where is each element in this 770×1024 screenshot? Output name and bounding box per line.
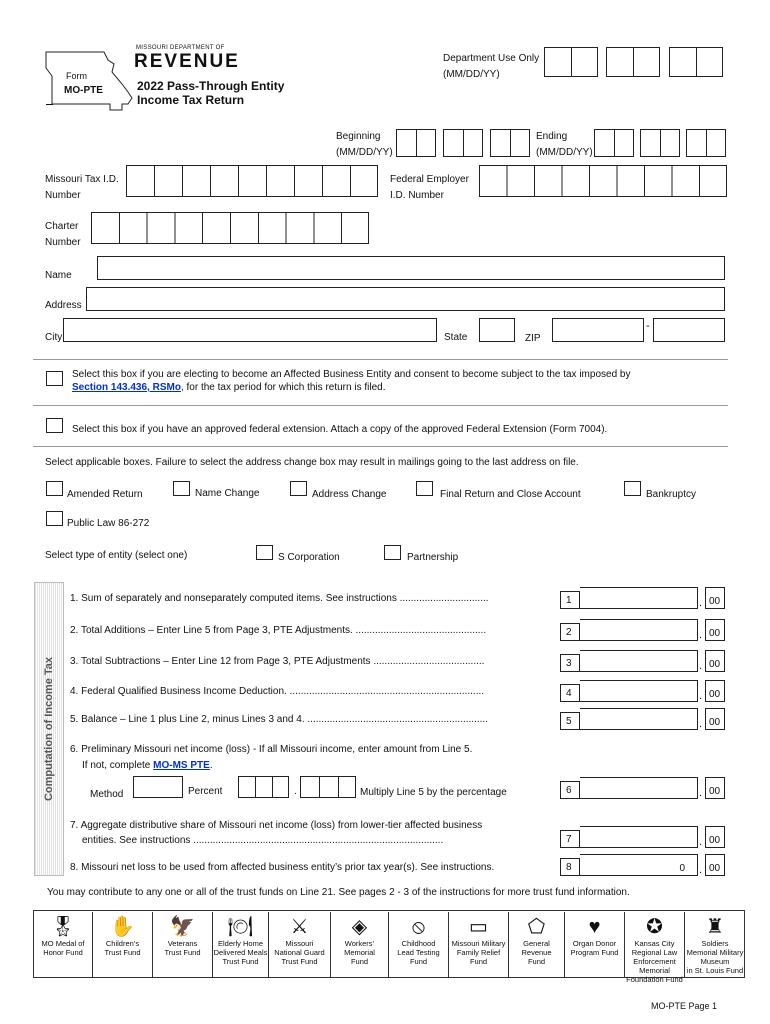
trust-fund-11 — [624, 912, 684, 984]
line7-text: 7. Aggregate distributive share of Missouri net income (loss) from lower-tier affected business — [70, 820, 483, 831]
line7-number: 7 — [560, 830, 580, 848]
amended-return-checkbox[interactable] — [46, 481, 63, 496]
bankruptcy-checkbox[interactable] — [624, 481, 641, 496]
name-label: Name — [45, 270, 72, 281]
trust-fund-label: Workers’ — [344, 939, 375, 948]
handprints-icon: ✋ — [110, 916, 135, 938]
end-mm[interactable] — [594, 129, 634, 157]
mo-tax-id-label: Missouri Tax I.D. — [45, 174, 119, 185]
city-input[interactable] — [63, 318, 437, 342]
begin-dd[interactable] — [443, 129, 483, 157]
contribute-text: You may contribute to any one or all of the trust funds on Line 21. See pages 2 - 3 of the instructions for more trust fund information. — [47, 887, 630, 898]
line5-number: 5 — [560, 712, 580, 730]
amended-return-label: Amended Return — [67, 489, 143, 500]
dog-tag-icon: ▭ — [469, 916, 488, 938]
trust-fund-label: Veterans — [167, 939, 198, 948]
mo-tax-id-input[interactable] — [126, 165, 378, 197]
line4-amount[interactable] — [580, 680, 698, 702]
beginning-label: Beginning — [336, 131, 381, 142]
trust-fund-label: Kansas City Regional Law — [631, 939, 678, 957]
line8-amount[interactable]: 0 — [580, 854, 698, 876]
line3-number: 3 — [560, 654, 580, 672]
trust-fund-label: Soldiers — [701, 939, 729, 948]
line7-text-2: entities. See instructions .......................................................................................... — [82, 835, 444, 846]
mo-ms-pte-link[interactable]: MO-MS PTE — [153, 760, 210, 771]
trust-fund-label: Family Relief — [456, 948, 501, 957]
trust-fund-label: Honor Fund — [43, 948, 83, 957]
line3-text: 3. Total Subtractions – Enter Line 12 from Page 3, PTE Adjustments ........................................ — [70, 656, 485, 667]
minuteman-icon: ⚔ — [290, 916, 309, 938]
decimal-point: . — [699, 864, 703, 876]
donate-life-icon: ♥ — [588, 916, 601, 938]
trust-fund-label: Trust Fund — [281, 957, 318, 966]
form-dash — [46, 104, 53, 105]
trust-fund-label: Foundation Fund — [626, 975, 683, 984]
fein-label-2: I.D. Number — [390, 190, 444, 201]
public-law-checkbox[interactable] — [46, 511, 63, 526]
line2-number: 2 — [560, 623, 580, 641]
trust-fund-label: in St. Louis Fund — [686, 966, 744, 975]
trust-fund-label: Lead Testing — [397, 948, 440, 957]
line2-amount[interactable] — [580, 619, 698, 641]
extension-checkbox[interactable] — [46, 418, 63, 433]
trust-fund-12 — [684, 912, 745, 977]
decimal-point: . — [699, 597, 703, 609]
line8-number: 8 — [560, 858, 580, 876]
percent-decimal-input[interactable] — [300, 776, 356, 798]
percent-label: Percent — [188, 786, 223, 797]
page-footer: MO-PTE Page 1 — [651, 1001, 718, 1011]
zip4-input[interactable] — [653, 318, 725, 342]
decimal-point: . — [699, 787, 703, 799]
trust-fund-3 — [152, 912, 212, 977]
trust-fund-label: Program Fund — [570, 948, 619, 957]
zip-label: ZIP — [525, 333, 541, 344]
trust-fund-label: Trust Fund — [222, 957, 259, 966]
trust-fund-label: Missouri Military — [451, 939, 506, 948]
line6-cents[interactable]: 00 — [705, 777, 725, 799]
trust-fund-label: Memorial Military Museum — [686, 948, 744, 966]
trust-fund-label: Organ Donor — [572, 939, 617, 948]
line4-number: 4 — [560, 684, 580, 702]
missouri-map-icon: ⬠ — [527, 916, 546, 938]
name-input[interactable] — [97, 256, 725, 280]
fein-label: Federal Employer — [390, 174, 469, 185]
line7-cents[interactable]: 00 — [705, 826, 725, 848]
line8-cents[interactable]: 00 — [705, 854, 725, 876]
beginning-format: (MM/DD/YY) — [336, 147, 393, 158]
line1-amount[interactable] — [580, 587, 698, 609]
s-corporation-label: S Corporation — [278, 552, 340, 563]
public-law-label: Public Law 86-272 — [67, 518, 150, 529]
bankruptcy-label: Bankruptcy — [646, 489, 697, 500]
line5-text: 5. Balance – Line 1 plus Line 2, minus Lines 3 and 4. ................................................................. — [70, 714, 488, 725]
applicable-intro: Select applicable boxes. Failure to select the address change box may result in mailings going to the last address on file. — [45, 457, 579, 468]
trust-fund-label: National Guard — [274, 948, 325, 957]
charter-label-2: Number — [45, 237, 81, 248]
revenue-logo: REVENUE — [134, 51, 240, 72]
police-badge-icon: ✪ — [646, 916, 663, 938]
dept-use-format: (MM/DD/YY) — [443, 69, 500, 80]
trust-fund-label: Missouri — [285, 939, 314, 948]
medal-icon: 🎖 — [50, 916, 76, 938]
abe-election-text: Select this box if you are electing to become an Affected Business Entity and consent to become subject to the tax imposed by — [72, 369, 631, 380]
decimal-point: . — [699, 718, 703, 730]
workers-sign-icon: ◈ — [351, 916, 368, 938]
zip-input[interactable] — [552, 318, 644, 342]
charter-number-input[interactable] — [91, 212, 369, 244]
trust-fund-7 — [388, 912, 448, 977]
address-label: Address — [45, 300, 82, 311]
address-change-label: Address Change — [312, 489, 387, 500]
trust-fund-10 — [564, 912, 624, 977]
charter-label: Charter — [45, 221, 79, 232]
missouri-outline-icon — [42, 46, 140, 114]
eagle-icon: 🦅 — [170, 916, 195, 938]
trust-fund-label: Trust Fund — [104, 948, 141, 957]
trust-fund-label: Enforcement Memorial — [633, 957, 676, 975]
trust-fund-label: General — [523, 939, 550, 948]
trust-fund-8 — [448, 912, 508, 977]
decimal-point: . — [699, 629, 703, 641]
mo-tax-id-label-2: Number — [45, 190, 81, 201]
line7-amount[interactable] — [580, 826, 698, 848]
form-label: Form — [66, 71, 87, 81]
dept-use-yy[interactable] — [669, 47, 723, 77]
address-change-checkbox[interactable] — [290, 481, 307, 496]
percent-whole-input[interactable] — [238, 776, 289, 798]
extension-text: Select this box if you have an approved federal extension. Attach a copy of the approved Federal Extension (Form 7004). — [72, 424, 608, 435]
name-change-checkbox[interactable] — [173, 481, 190, 496]
zip-dash: - — [646, 320, 650, 332]
address-input[interactable] — [86, 287, 725, 311]
end-dd[interactable] — [640, 129, 680, 157]
line4-cents[interactable]: 00 — [705, 680, 725, 702]
trust-fund-label: MO Medal of — [41, 939, 85, 948]
final-return-checkbox[interactable] — [416, 481, 433, 496]
partnership-checkbox[interactable] — [384, 545, 401, 560]
trust-fund-5 — [268, 912, 330, 977]
ending-label: Ending — [536, 131, 568, 142]
fein-input[interactable] — [479, 165, 727, 197]
line4-text: 4. Federal Qualified Business Income Deduction. ...................................................................... — [70, 686, 485, 697]
trust-fund-label: Elderly Home — [217, 939, 263, 948]
line8-text: 8. Missouri net loss to be used from affected business entity’s prior tax year(s). See instructions. — [70, 862, 495, 873]
line6-amount[interactable] — [580, 777, 698, 799]
trust-fund-2 — [92, 912, 152, 977]
trust-fund-label: Trust Fund — [164, 948, 201, 957]
no-lead-icon: ⦸ — [411, 916, 426, 938]
state-input[interactable] — [479, 318, 515, 342]
state-label: State — [444, 332, 468, 343]
decimal-point: . — [699, 660, 703, 672]
multiply-label: Multiply Line 5 by the percentage — [360, 787, 507, 798]
line1-text: 1. Sum of separately and nonseparately computed items. See instructions ................................ — [70, 593, 489, 604]
trust-fund-label: Childhood — [401, 939, 436, 948]
s-corporation-checkbox[interactable] — [256, 545, 273, 560]
ending-format: (MM/DD/YY) — [536, 147, 593, 158]
line6-text-2: If not, complete MO-MS PTE. — [82, 760, 213, 771]
trust-fund-9 — [508, 912, 564, 977]
percent-point: . — [294, 786, 297, 797]
form-title-line2: Income Tax Return — [137, 93, 245, 107]
decimal-point: . — [699, 690, 703, 702]
trust-fund-label: Fund — [350, 957, 369, 966]
dept-small-label: MISSOURI DEPARTMENT OF — [136, 45, 225, 51]
soldier-statue-icon: ♜ — [706, 916, 724, 938]
trust-fund-label: Fund — [527, 957, 546, 966]
dept-use-dd[interactable] — [606, 47, 660, 77]
line3-amount[interactable] — [580, 650, 698, 672]
dept-use-label: Department Use Only — [443, 53, 540, 64]
trust-fund-label: Fund — [469, 957, 488, 966]
line5-cents[interactable]: 00 — [705, 708, 725, 730]
partnership-label: Partnership — [407, 552, 459, 563]
begin-mm[interactable] — [396, 129, 436, 157]
form-id: MO-PTE — [64, 85, 103, 96]
entity-type-label: Select type of entity (select one) — [45, 550, 188, 561]
city-label: City — [45, 332, 63, 343]
trust-fund-label: Children’s — [105, 939, 140, 948]
trust-fund-6 — [330, 912, 388, 977]
decimal-point: . — [699, 836, 703, 848]
trust-fund-1 — [33, 912, 92, 977]
section-143-436-link[interactable]: Section 143.436, RSMo — [72, 382, 181, 393]
divider — [33, 405, 728, 406]
name-change-label: Name Change — [195, 488, 260, 499]
line2-cents[interactable]: 00 — [705, 619, 725, 641]
divider — [33, 446, 728, 447]
final-return-label: Final Return and Close Account — [440, 489, 581, 500]
line3-cents[interactable]: 00 — [705, 650, 725, 672]
line1-number: 1 — [560, 591, 580, 609]
line6-text: 6. Preliminary Missouri net income (loss) - If all Missouri income, enter amount from Line 5. — [70, 744, 473, 755]
line6-number: 6 — [560, 781, 580, 799]
line1-cents[interactable]: 00 — [705, 587, 725, 609]
abe-election-text-2: Section 143.436, RSMo, for the tax period for which this return is filed. — [72, 382, 386, 393]
dept-use-mm[interactable] — [544, 47, 598, 77]
begin-yy[interactable] — [490, 129, 530, 157]
line2-text: 2. Total Additions – Enter Line 5 from Page 3, PTE Adjustments. ............................................... — [70, 625, 487, 636]
line5-amount[interactable] — [580, 708, 698, 730]
end-yy[interactable] — [686, 129, 726, 157]
trust-fund-label: Revenue — [521, 948, 552, 957]
divider — [33, 359, 728, 360]
meals-icon: 🍽 — [227, 916, 254, 938]
form-title-line1: 2022 Pass-Through Entity — [137, 79, 285, 93]
abe-election-checkbox[interactable] — [46, 371, 63, 386]
method-label: Method — [90, 789, 124, 800]
computation-section-label: Computation of Income Tax — [34, 582, 64, 876]
trust-fund-4 — [212, 912, 268, 977]
trust-fund-label: Fund — [409, 957, 428, 966]
trust-fund-label: Memorial — [344, 948, 375, 957]
trust-fund-label: Delivered Meals — [213, 948, 268, 957]
method-input[interactable] — [133, 776, 183, 798]
